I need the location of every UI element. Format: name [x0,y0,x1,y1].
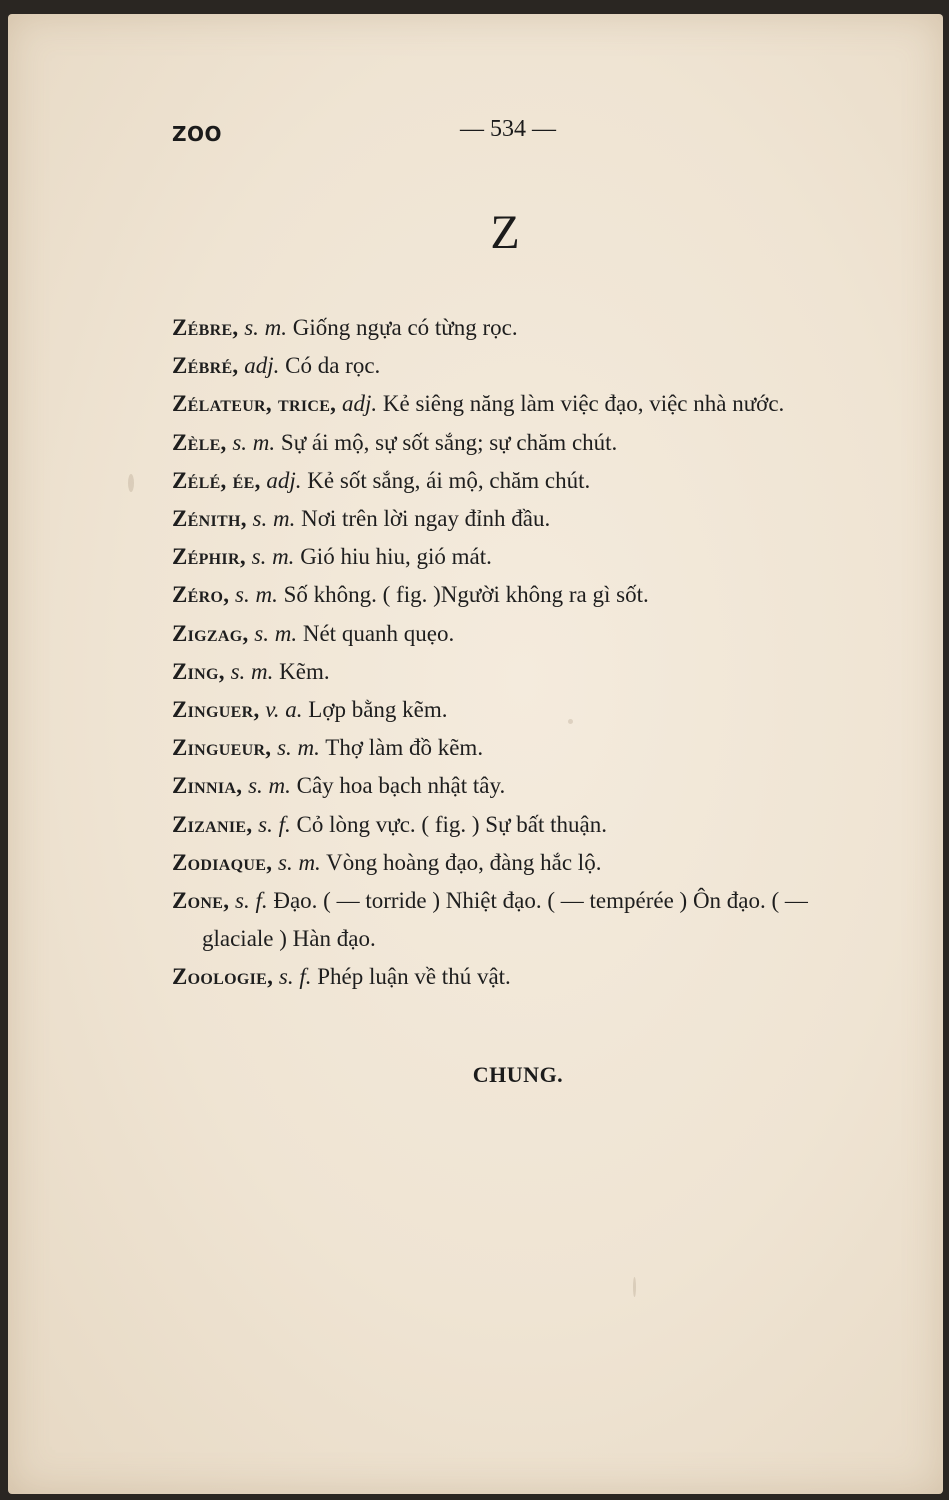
entry-grammar: s. m. [232,429,276,455]
entry-headword: Zèle, [172,429,227,455]
dictionary-entry [172,385,882,423]
dictionary-entry [172,615,882,653]
dictionary-entry [172,958,882,996]
entry-definition: Kẻ siêng năng làm việc đạo, việc nhà nước. [382,391,785,417]
entry-headword: Zigzag, [172,620,249,646]
entry-definition: Nơi trên lời ngay đỉnh đầu. [301,506,551,532]
end-marker: CHUNG. [472,1062,564,1087]
entry-headword: Zéphir, [172,544,246,570]
entry-definition: Cỏ lòng vực. ( fig. ) Sự bất thuận. [296,811,607,837]
entry-grammar: s. f. [278,964,312,990]
entry-headword: Zélé, ée, [172,467,261,493]
paper-blemish [633,1277,636,1297]
dictionary-entries [172,309,882,997]
entry-headword: Zoologie, [172,964,274,990]
entry-headword: Zing, [172,658,225,684]
dictionary-entry [172,538,882,576]
dictionary-entry [172,882,882,958]
entry-definition: Số không. ( fig. )Người không ra gì sốt. [283,582,649,608]
entry-headword: Zébre, [172,315,239,340]
entry-grammar: s. m. [230,658,274,684]
entry-definition: Lợp bằng kẽm. [308,697,448,723]
entry-definition: Sự ái mộ, sự sốt sắng; sự chăm chút. [280,429,618,455]
entry-grammar: v. a. [265,697,303,723]
dictionary-entry [172,309,882,347]
entry-grammar: s. f. [258,811,291,837]
entry-definition: Gió hiu hiu, gió mát. [300,544,492,570]
dictionary-entry [172,462,882,500]
page-number: — 534 — [460,116,556,142]
dictionary-entry [172,653,882,691]
entry-definition: Kẻ sốt sắng, ái mộ, chăm chút. [307,467,591,493]
entry-grammar: s. m. [277,735,320,761]
entry-grammar: s. m. [254,620,298,646]
entry-grammar: s. m. [252,506,296,532]
dictionary-entry [172,729,882,767]
entry-definition: Có da rọc. [285,353,381,379]
entry-grammar: s. m. [251,544,295,570]
entry-headword: Zinguer, [172,697,260,723]
entry-headword: Zingueur, [172,735,272,761]
dictionary-entry [172,806,882,844]
entry-headword: Zone, [172,888,230,914]
dictionary-entry [172,576,882,614]
entry-grammar: adj. [244,353,280,379]
entry-grammar: s. m. [278,849,321,875]
entry-headword: Zodiaque, [172,849,273,875]
entry-headword: Zinnia, [172,773,243,799]
paper-blemish [128,474,134,492]
dictionary-entry [172,424,882,462]
running-header-word: ZOO [172,122,223,146]
entry-grammar: adj. [341,391,378,417]
entry-definition: Đạo. ( — torride ) Nhiệt đạo. ( — tempérée ) Ôn đạo. ( — glaciale ) Hàn đạo. [202,888,808,952]
entry-grammar: s. f. [235,888,268,914]
dictionary-entry [172,767,882,805]
entry-definition: Phép luận về thú vật. [317,964,511,990]
dictionary-entry [172,691,882,729]
entry-headword: Zélateur, trice, [172,391,337,417]
entry-definition: Kẽm. [279,658,330,684]
entry-grammar: s. m. [248,773,291,799]
dictionary-entry [172,844,882,882]
entry-grammar: s. m. [244,315,288,340]
section-letter-heading: Z [490,206,520,259]
entry-definition: Thợ làm đồ kẽm. [325,735,484,761]
entry-headword: Zizanie, [172,811,253,837]
dictionary-entry [172,347,882,385]
entry-headword: Zéro, [172,582,230,608]
entry-grammar: s. m. [235,582,278,608]
dictionary-entry [172,500,882,538]
entry-grammar: adj. [266,467,302,493]
entry-headword: Zénith, [172,506,247,532]
entry-definition: Giống ngựa có từng rọc. [292,315,518,340]
entry-headword: Zébré, [172,353,239,379]
entry-definition: Vòng hoàng đạo, đàng hắc lộ. [326,849,602,875]
entry-definition: Cây hoa bạch nhật tây. [296,773,506,799]
entry-definition: Nét quanh quẹo. [302,620,455,646]
